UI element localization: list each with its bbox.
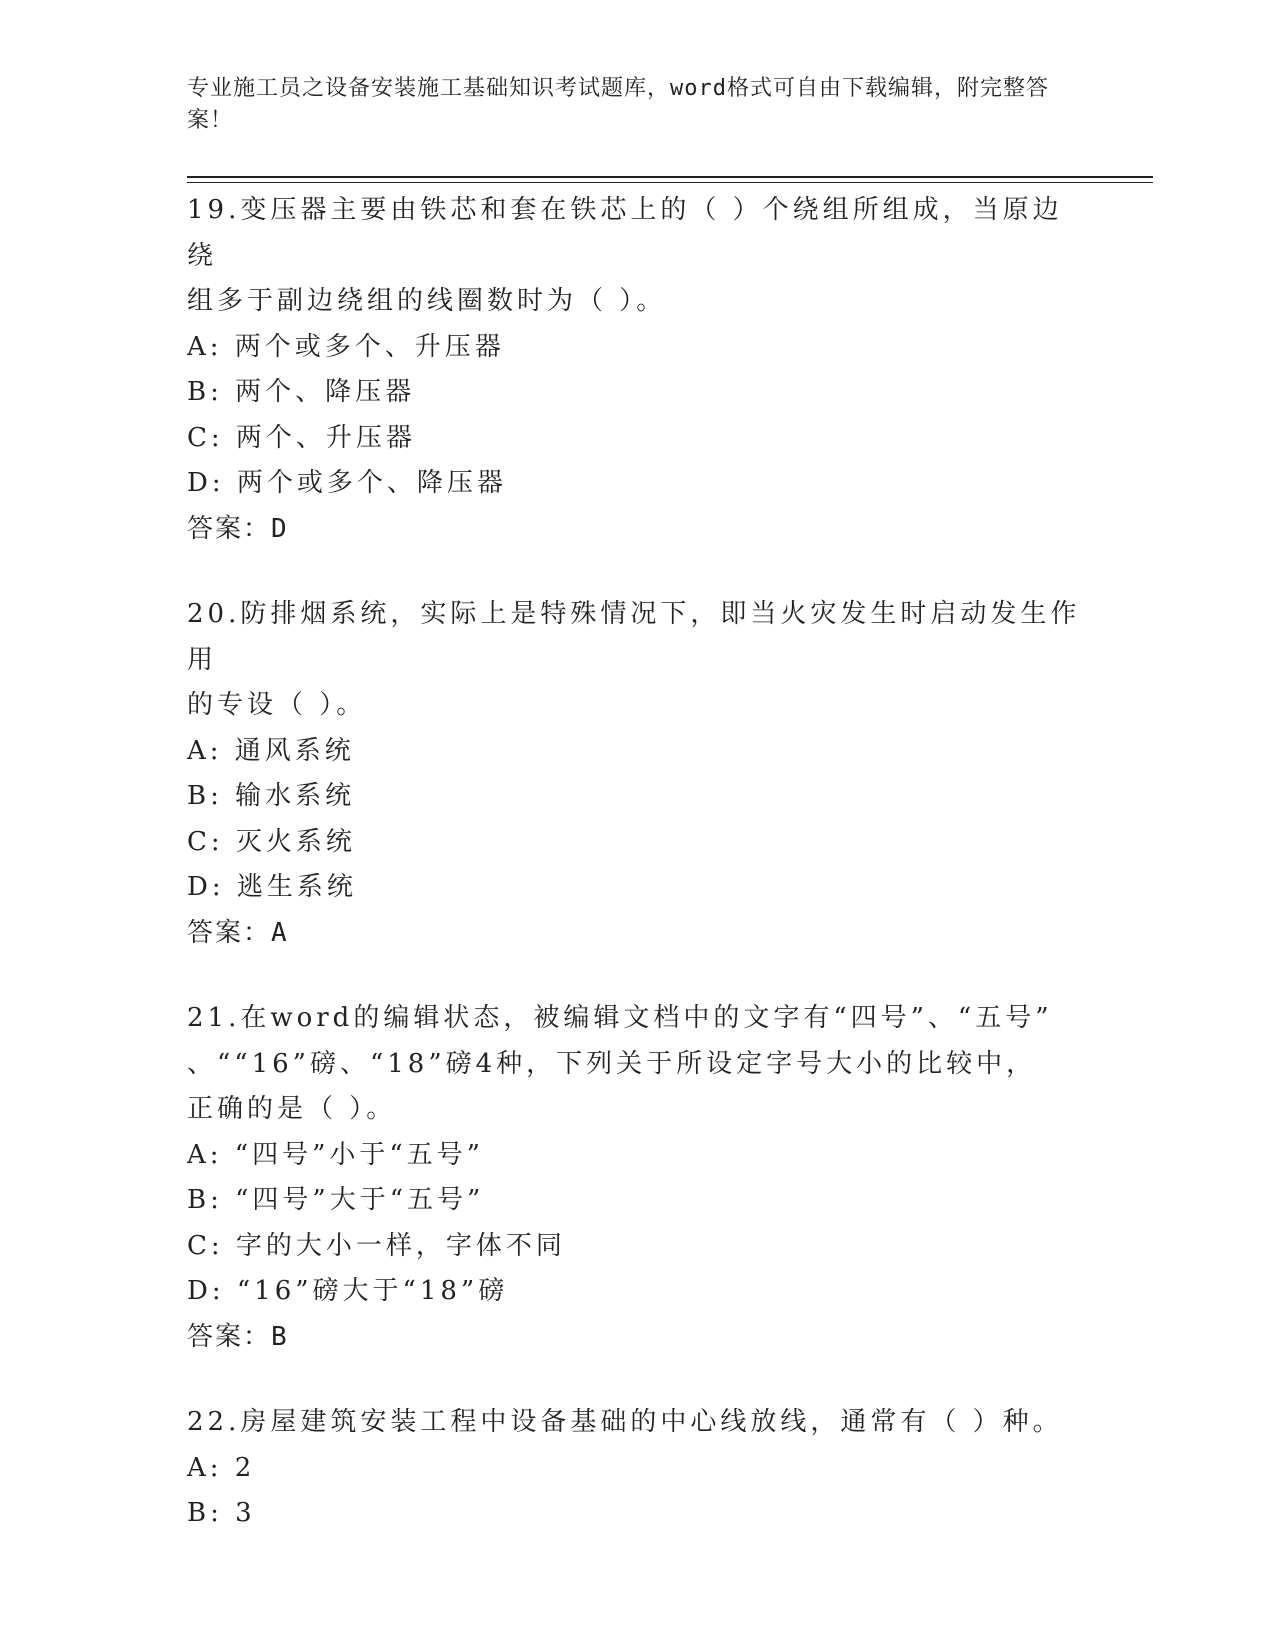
answer-value: A	[271, 917, 289, 948]
document-header	[187, 73, 1067, 137]
answer-value: D	[271, 513, 289, 544]
question-text-line: 的专设（ ）。	[187, 690, 367, 720]
question-text-line: 19.变压器主要由铁芯和套在铁芯上的（ ）个绕组所组成，当原边绕	[187, 195, 1063, 271]
option-b: B: 3	[187, 1498, 256, 1528]
answer-label: 答案：	[187, 1321, 272, 1352]
option-a: A: 两个或多个、升压器	[187, 331, 505, 362]
option-b: B: 两个、降压器	[187, 377, 416, 407]
option-b: B: 输水系统	[187, 781, 356, 811]
answer-line	[187, 911, 1087, 957]
option-a: A: “四号”小于“五号”	[187, 1139, 484, 1170]
answer-line	[187, 507, 1087, 553]
question-list	[187, 188, 1087, 1577]
question-20	[187, 592, 1087, 956]
question-19	[187, 188, 1087, 552]
question-22	[187, 1400, 1087, 1537]
header-text: 专业施工员之设备安装施工基础知识考试题库，word格式可自由下载编辑，附完整答案！	[187, 76, 1049, 133]
answer-value: B	[271, 1321, 289, 1352]
option-c: C: 灭火系统	[187, 826, 356, 857]
option-d: D: 两个或多个、降压器	[187, 468, 507, 498]
header-rule-thick	[187, 176, 1153, 178]
option-c: C: 字的大小一样，字体不同	[187, 1230, 566, 1261]
option-d: D: “16”磅大于“18”磅	[187, 1276, 509, 1306]
question-text-line: 组多于副边绕组的线圈数时为（ ）。	[187, 286, 667, 316]
option-d: D: 逃生系统	[187, 872, 357, 902]
question-text-line: 20.防排烟系统，实际上是特殊情况下，即当火灾发生时启动发生作用	[187, 599, 1081, 675]
option-a: A: 通风系统	[187, 735, 355, 766]
question-text-line: 正确的是（ ）。	[187, 1094, 397, 1124]
answer-label: 答案：	[187, 917, 272, 948]
option-c: C: 两个、升压器	[187, 422, 416, 453]
option-b: B: “四号”大于“五号”	[187, 1185, 485, 1215]
answer-label: 答案：	[187, 513, 272, 544]
answer-line	[187, 1315, 1087, 1361]
question-21	[187, 996, 1087, 1360]
question-text-line: 21.在word的编辑状态，被编辑文档中的文字有“四号”、“五号”	[187, 1003, 1053, 1033]
option-a: A: 2	[187, 1452, 256, 1483]
question-text-line: 、““16”磅、“18”磅4种，下列关于所设定字号大小的比较中，	[187, 1048, 1037, 1079]
header-rule-thin	[187, 182, 1153, 183]
question-text-line: 22.房屋建筑安装工程中设备基础的中心线放线，通常有（ ）种。	[187, 1407, 1063, 1437]
